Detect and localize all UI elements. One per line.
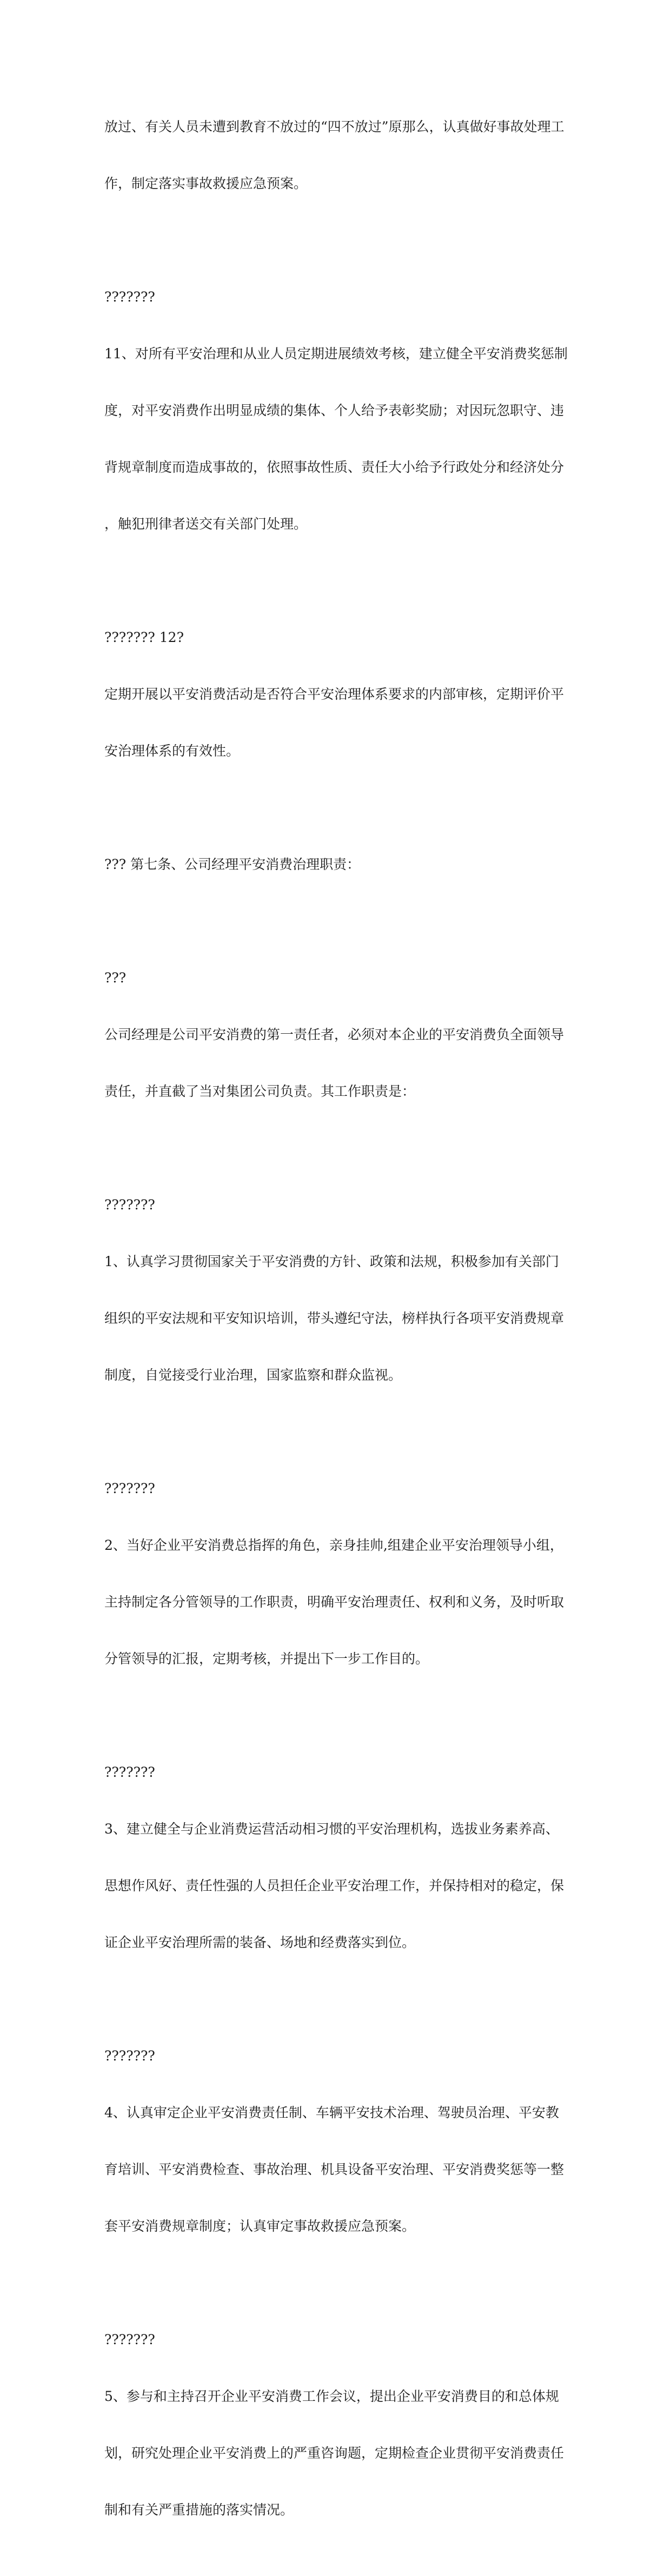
text-line: 放过、有关人员未遭到教育不放过的“四不放过”原那么，认真做好事故处理工	[104, 119, 564, 135]
text-line: 制度，自觉接受行业治理，国家监察和群众监视。	[104, 1367, 402, 1383]
text-line: ??????? 12?	[104, 630, 184, 645]
text-line: 育培训、平安消费检查、事故治理、机具设备平安治理、平安消费奖惩等一整	[104, 2162, 564, 2177]
text-line: 套平安消费规章制度；认真审定事故救援应急预案。	[104, 2218, 416, 2234]
document-page	[104, 79, 570, 2576]
text-line: 证企业平安治理所需的装备、场地和经费落实到位。	[104, 1935, 416, 1950]
paragraph-8	[104, 1725, 570, 1990]
text-line: 划，研究处理企业平安消费上的严重咨询题，定期检查企业贯彻平安消费责任	[104, 2445, 564, 2461]
section-heading: ??? 第七条、公司经理平安消费治理职责：	[104, 857, 361, 872]
text-line: 3、建立健全与企业消费运营活动相习惯的平安治理机构，选拔业务素养高、	[104, 1821, 559, 1837]
text-line: 制和有关严重措施的落实情况。	[104, 2502, 294, 2518]
text-line: 4、认真审定企业平安消费责任制、车辆平安技术治理、驾驶员治理、平安教	[104, 2105, 559, 2120]
text-line: 思想作风好、责任性强的人员担任企业平安治理工作，并保持相对的稳定，保	[104, 1878, 564, 1893]
paragraph-10	[104, 2292, 570, 2557]
text-line: ，触犯刑律者送交有关部门处理。	[104, 516, 308, 532]
paragraph-2	[104, 250, 570, 571]
text-line: 11、对所有平安治理和从业人员定期进展绩效考核，建立健全平安消费奖惩制	[104, 346, 568, 362]
text-line: 定期开展以平安消费活动是否符合平安治理体系要求的内部审核，定期评价平	[104, 686, 564, 702]
text-line: ???	[104, 970, 127, 986]
paragraph-9	[104, 2009, 570, 2273]
paragraph-4-heading	[104, 817, 570, 912]
text-line: 主持制定各分管领导的工作职责，明确平安治理责任、权利和义务，及时听取	[104, 1594, 564, 1610]
paragraph-5	[104, 931, 570, 1139]
text-line: 作，制定落实事故救援应急预案。	[104, 176, 308, 191]
text-line: 1、认真学习贯彻国家关于平安消费的方针、政策和法规，积极参加有关部门	[104, 1254, 559, 1269]
text-line: ???????	[104, 1481, 155, 1496]
paragraph-6	[104, 1157, 570, 1422]
text-line: 公司经理是公司平安消费的第一责任者，必须对本企业的平安消费负全面领导	[104, 1027, 564, 1042]
text-line: ???????	[104, 1197, 155, 1213]
text-line: ???????	[104, 289, 155, 305]
text-line: ???????	[104, 1764, 155, 1780]
text-line: 背规章制度而造成事故的，依照事故性质、责任大小给予行政处分和经济处分	[104, 459, 564, 475]
text-line: 组织的平安法规和平安知识培训，带头遵纪守法，榜样执行各项平安消费规章	[104, 1310, 564, 1326]
paragraph-7	[104, 1441, 570, 1706]
text-line: 责任，并直截了当对集团公司负责。其工作职责是：	[104, 1083, 416, 1099]
text-line: 度，对平安消费作出明显成绩的集体、个人给予表彰奖励；对因玩忽职守、违	[104, 403, 564, 418]
text-line: 2、当好企业平安消费总指挥的角色，亲身挂帅,组建企业平安治理领导小组，	[104, 1537, 563, 1553]
text-line: ???????	[104, 2048, 155, 2064]
text-line: ???????	[104, 2332, 155, 2347]
text-line: 分管领导的汇报，定期考核，并提出下一步工作目的。	[104, 1651, 429, 1667]
paragraph-3	[104, 590, 570, 798]
paragraph-1	[104, 79, 570, 231]
text-line: 安治理体系的有效性。	[104, 743, 240, 759]
text-line: 5、参与和主持召开企业平安消费工作会议，提出企业平安消费目的和总体规	[104, 2388, 559, 2404]
